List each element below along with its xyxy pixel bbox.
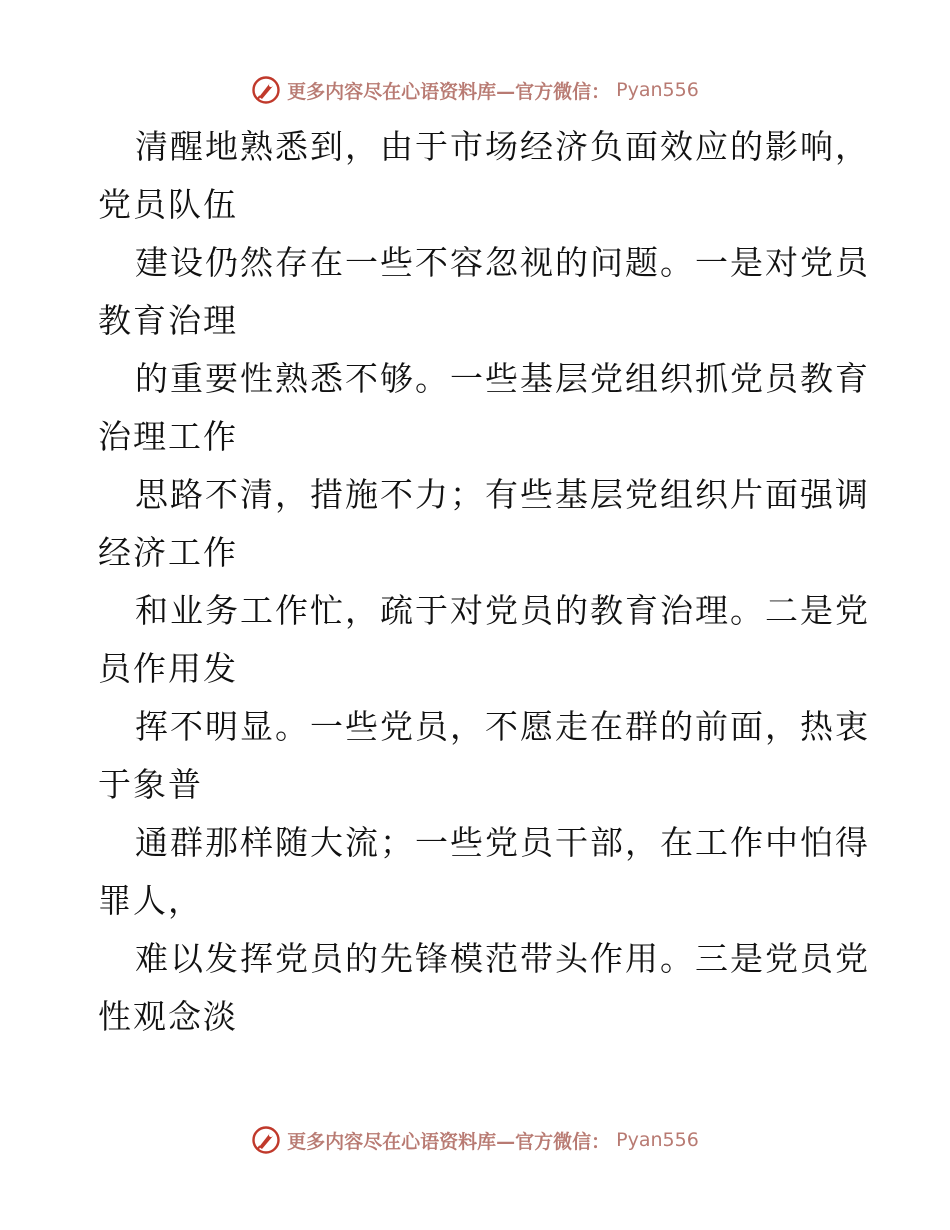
paragraph-line: 和业务工作忙，疏于对党员的教育治理。二是党 [135,591,870,630]
page-header-banner [0,70,950,110]
footer-wechat-id: Pyan556 [616,1129,699,1151]
paragraph-line: 教育治理 [98,301,238,340]
paragraph [98,466,870,582]
document-body [98,118,870,1046]
paragraph-line: 建设仍然存在一些不容忽视的问题。一是对党员 [135,243,870,282]
paragraph [98,582,870,698]
paragraph-line: 于象普 [98,765,203,804]
header-promo-text: 更多内容尽在心语资料库—官方微信： [287,80,611,103]
paragraph [98,814,870,930]
quill-pen-circle-icon [251,1125,281,1155]
paragraph-line: 党员队伍 [98,185,238,224]
paragraph [98,118,870,234]
paragraph-line: 治理工作 [98,417,238,456]
footer-promo-text: 更多内容尽在心语资料库—官方微信： [287,1130,611,1153]
paragraph-line: 难以发挥党员的先锋模范带头作用。三是党员党 [135,939,870,978]
paragraph-line: 通群那样随大流；一些党员干部，在工作中怕得 [135,823,870,862]
quill-pen-circle-icon [251,75,281,105]
paragraph-line: 挥不明显。一些党员，不愿走在群的前面，热衷 [135,707,870,746]
paragraph-line: 经济工作 [98,533,238,572]
header-wechat-id: Pyan556 [616,79,699,101]
paragraph-line: 的重要性熟悉不够。一些基层党组织抓党员教育 [135,359,870,398]
paragraph-line: 清醒地熟悉到，由于市场经济负面效应的影响， [135,127,870,166]
page-footer-banner [0,1120,950,1160]
paragraph [98,698,870,814]
paragraph [98,350,870,466]
paragraph-line: 性观念淡 [98,997,238,1036]
paragraph-line: 罪人， [98,881,203,920]
paragraph-line: 思路不清，措施不力；有些基层党组织片面强调 [135,475,870,514]
paragraph-line: 员作用发 [98,649,238,688]
paragraph [98,930,870,1046]
paragraph [98,234,870,350]
